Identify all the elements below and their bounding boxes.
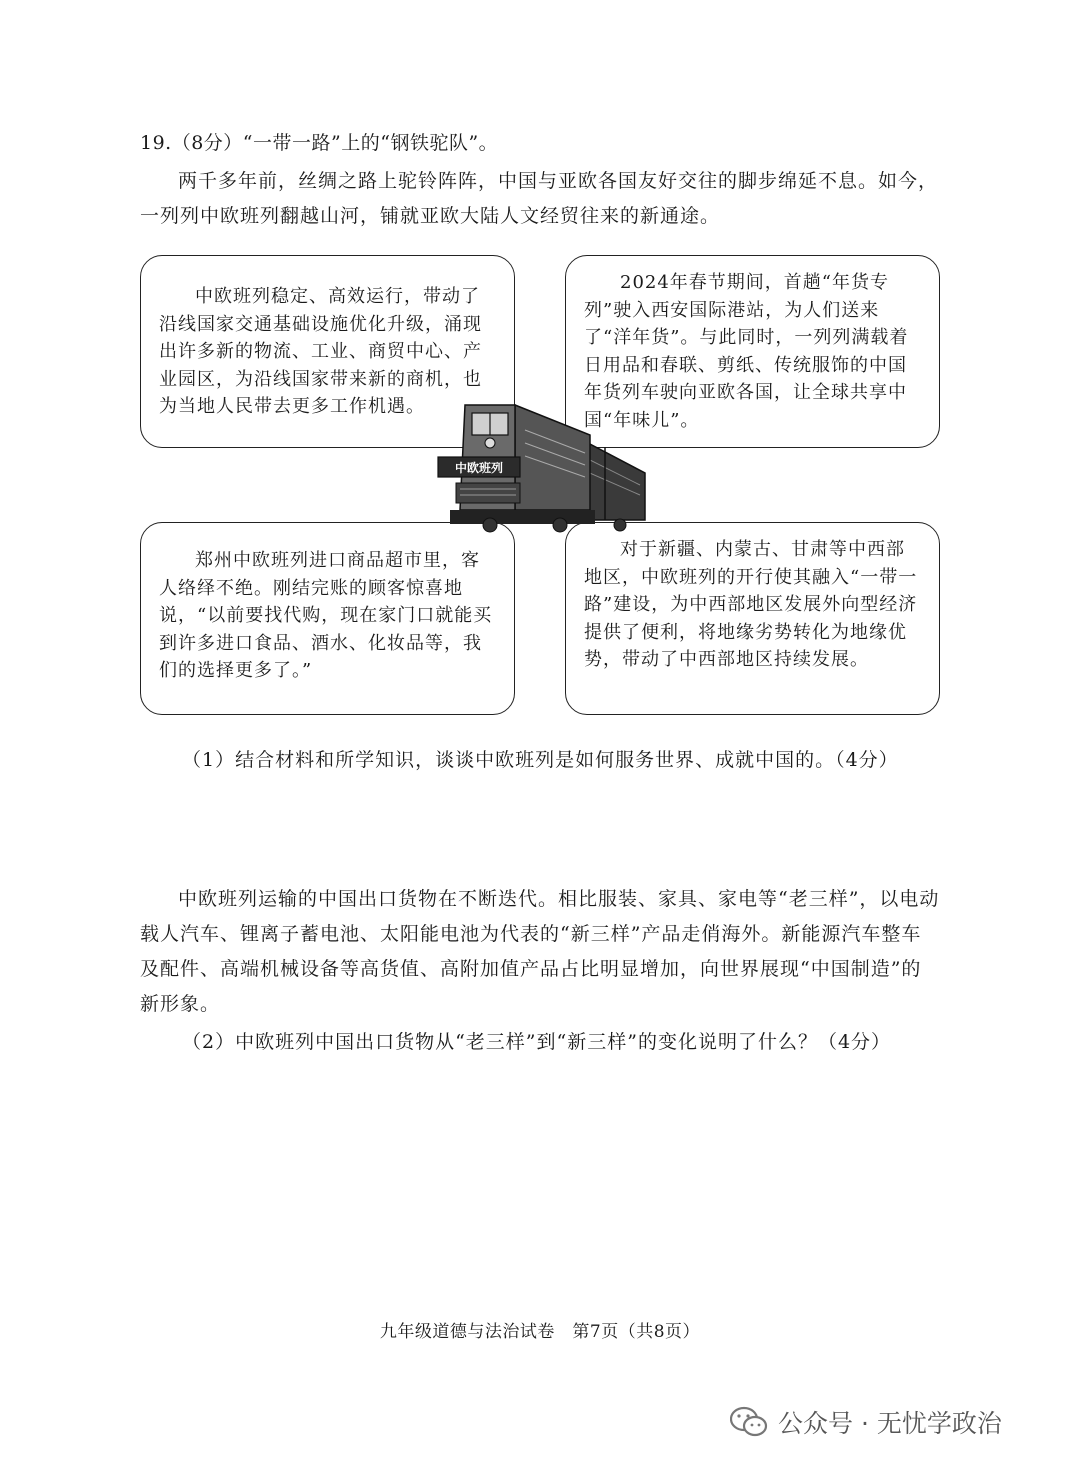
material-text: 郑州中欧班列进口商品超市里，客人络绎不绝。刚结完账的顾客惊喜地说，“以前要找代购，现在家门口就能买到许多进口食品、酒水、化妆品等，我们的选择更多了。” [159, 550, 493, 681]
material-box-bottom-left [140, 522, 515, 715]
question-intro: 两千多年前，丝绸之路上驼铃阵阵，中国与亚欧各国友好交往的脚步绵延不息。如今，一列列中欧班列翻越山河，铺就亚欧大陆人文经贸往来的新通途。 [140, 170, 939, 227]
page-footer: 九年级道德与法治试卷 第7页（共8页） [379, 1322, 701, 1342]
watermark [730, 1404, 1002, 1440]
material-paragraph-2: 中欧班列运输的中国出口货物在不断迭代。相比服装、家具、家电等“老三样”，以电动载人汽车、锂离子蓄电池、太阳能电池为代表的“新三样”产品走俏海外。新能源汽车整车及配件、高端机械设备等高货值、高附加值产品占比明显增加，向世界展现“中国制造”的新形象。 [140, 888, 940, 1015]
watermark-text: 公众号 · 无忧学政治 [778, 1409, 1002, 1438]
wechat-icon [730, 1406, 768, 1438]
sub-question-2: （2）中欧班列中国出口货物从“老三样”到“新三样”的变化说明了什么？（4分） [182, 1031, 892, 1053]
material-text: 中欧班列稳定、高效运行，带动了沿线国家交通基础设施优化升级，涌现出许多新的物流、工业、商贸中心、产业园区，为沿线国家带来新的商机，也为当地人民带去更多工作机遇。 [159, 286, 482, 417]
material-box-bottom-right [565, 522, 940, 715]
train-illustration [430, 385, 650, 535]
material-text: 对于新疆、内蒙古、甘肃等中西部地区，中欧班列的开行使其融入“一带一路”建设，为中西部地区发展外向型经济提供了便利，将地缘劣势转化为地缘优势，带动了中西部地区持续发展。 [584, 539, 918, 670]
question-title: 19.（8分）“一带一路”上的“钢铁驼队”。 [140, 132, 499, 154]
material-text: 2024年春节期间，首趟“年货专列”驶入西安国际港站，为人们送来了“洋年货”。与此同时，一列列满载着日用品和春联、剪纸、传统服饰的中国年货列车驶向亚欧各国，让全球共享中国“年味儿”。 [584, 272, 909, 431]
train-label: 中欧班列 [454, 461, 504, 475]
sub-question-1: （1）结合材料和所学知识，谈谈中欧班列是如何服务世界、成就中国的。（4分） [182, 749, 899, 771]
